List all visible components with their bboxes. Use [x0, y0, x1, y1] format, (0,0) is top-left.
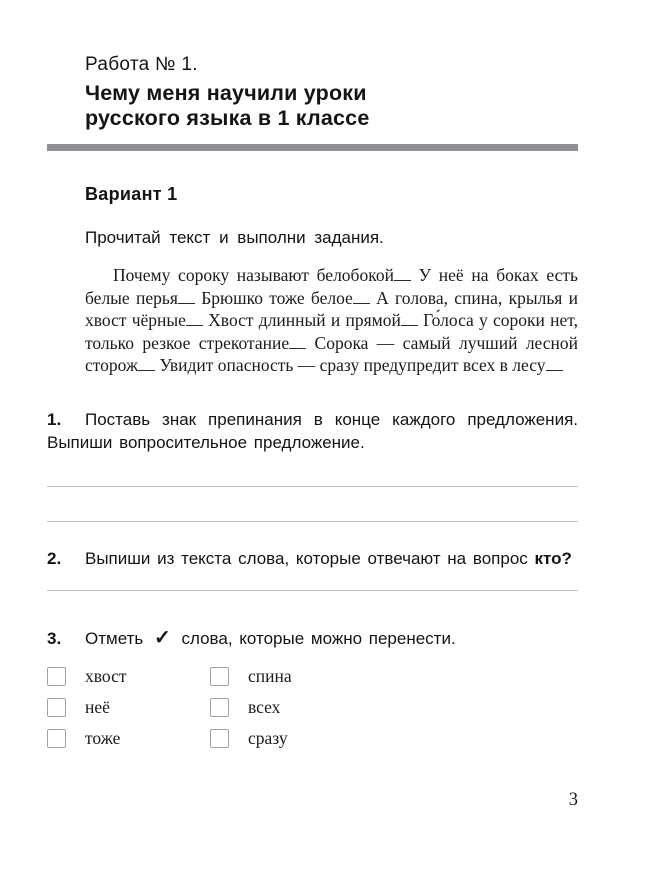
sentence: У неё на боках есть белые перья — [85, 265, 579, 308]
title-line-1: Чему меня научили уроки — [85, 81, 367, 105]
task-3-text-before: Отметь — [85, 629, 144, 648]
answer-line[interactable] — [47, 486, 578, 487]
task-1-text: Поставь знак препинания в конце каждого предложения. Выпиши вопросительное предложение. — [47, 409, 578, 452]
task-3-text-after: слова, которые можно перенести. — [181, 629, 456, 648]
checkmark-icon: ✓ — [153, 627, 171, 649]
word-option[interactable] — [210, 666, 373, 687]
word-option[interactable] — [210, 728, 373, 749]
task-2 — [47, 547, 578, 571]
task-3-number: 3. — [47, 629, 62, 648]
task-2-text: Выпиши из текста слова, которые отвечают на вопрос — [85, 548, 528, 568]
instruction-text: Прочитай текст и выполни задания. — [85, 228, 384, 247]
page-title — [85, 81, 578, 131]
word-option[interactable] — [47, 728, 210, 749]
sentence: Увидит опасность — сразу предупредит всех в лесу — [159, 355, 546, 375]
word-option[interactable] — [47, 697, 210, 718]
sentence: Хвост длинный и прямой — [208, 310, 401, 330]
work-number-title: Работа № 1. — [85, 54, 198, 75]
task-2-keyword: кто? — [534, 548, 572, 568]
answer-line[interactable] — [47, 521, 578, 522]
sentence: Брюшко тоже белое — [201, 287, 353, 308]
word-label: спина — [248, 665, 292, 686]
checkbox[interactable] — [210, 667, 229, 686]
punctuation-blank[interactable] — [353, 290, 370, 304]
variant-heading: Вариант 1 — [85, 184, 178, 204]
page-number: 3 — [568, 790, 578, 810]
word-option[interactable] — [47, 666, 210, 687]
section-divider-bar — [47, 144, 578, 151]
sentence: А голова, спина, крылья и хвост чёрные — [85, 287, 579, 330]
punctuation-blank[interactable] — [546, 357, 563, 371]
sentence: Го́лоса у сороки нет, только резкое стрекотание — [85, 310, 578, 353]
word-option[interactable] — [210, 697, 373, 718]
punctuation-blank[interactable] — [178, 290, 195, 304]
task-2-number: 2. — [47, 548, 62, 568]
word-label: хвост — [85, 665, 127, 686]
punctuation-blank[interactable] — [289, 335, 306, 349]
options-column-2 — [210, 666, 373, 749]
options-column-1 — [47, 666, 210, 749]
checkbox[interactable] — [210, 698, 229, 717]
punctuation-blank[interactable] — [401, 312, 418, 326]
checkbox[interactable] — [210, 729, 229, 748]
task-3 — [47, 627, 578, 651]
answer-line[interactable] — [47, 590, 578, 591]
word-label: тоже — [85, 727, 121, 748]
task-1 — [47, 408, 578, 455]
checkbox[interactable] — [47, 729, 66, 748]
word-options — [47, 666, 578, 749]
punctuation-blank[interactable] — [186, 312, 203, 326]
word-label: сразу — [248, 727, 288, 748]
task-1-number: 1. — [47, 409, 62, 429]
sentence: Сорока — самый лучший лесной сторож — [85, 332, 579, 375]
reading-passage — [85, 264, 578, 377]
checkbox[interactable] — [47, 698, 66, 717]
checkbox[interactable] — [47, 667, 66, 686]
word-label: неё — [85, 696, 110, 717]
sentence: Почему сороку называют белобокой — [113, 265, 394, 285]
title-line-2: русского языка в 1 классе — [85, 106, 370, 130]
word-label: всех — [248, 696, 281, 717]
punctuation-blank[interactable] — [138, 357, 155, 371]
punctuation-blank[interactable] — [394, 267, 411, 281]
